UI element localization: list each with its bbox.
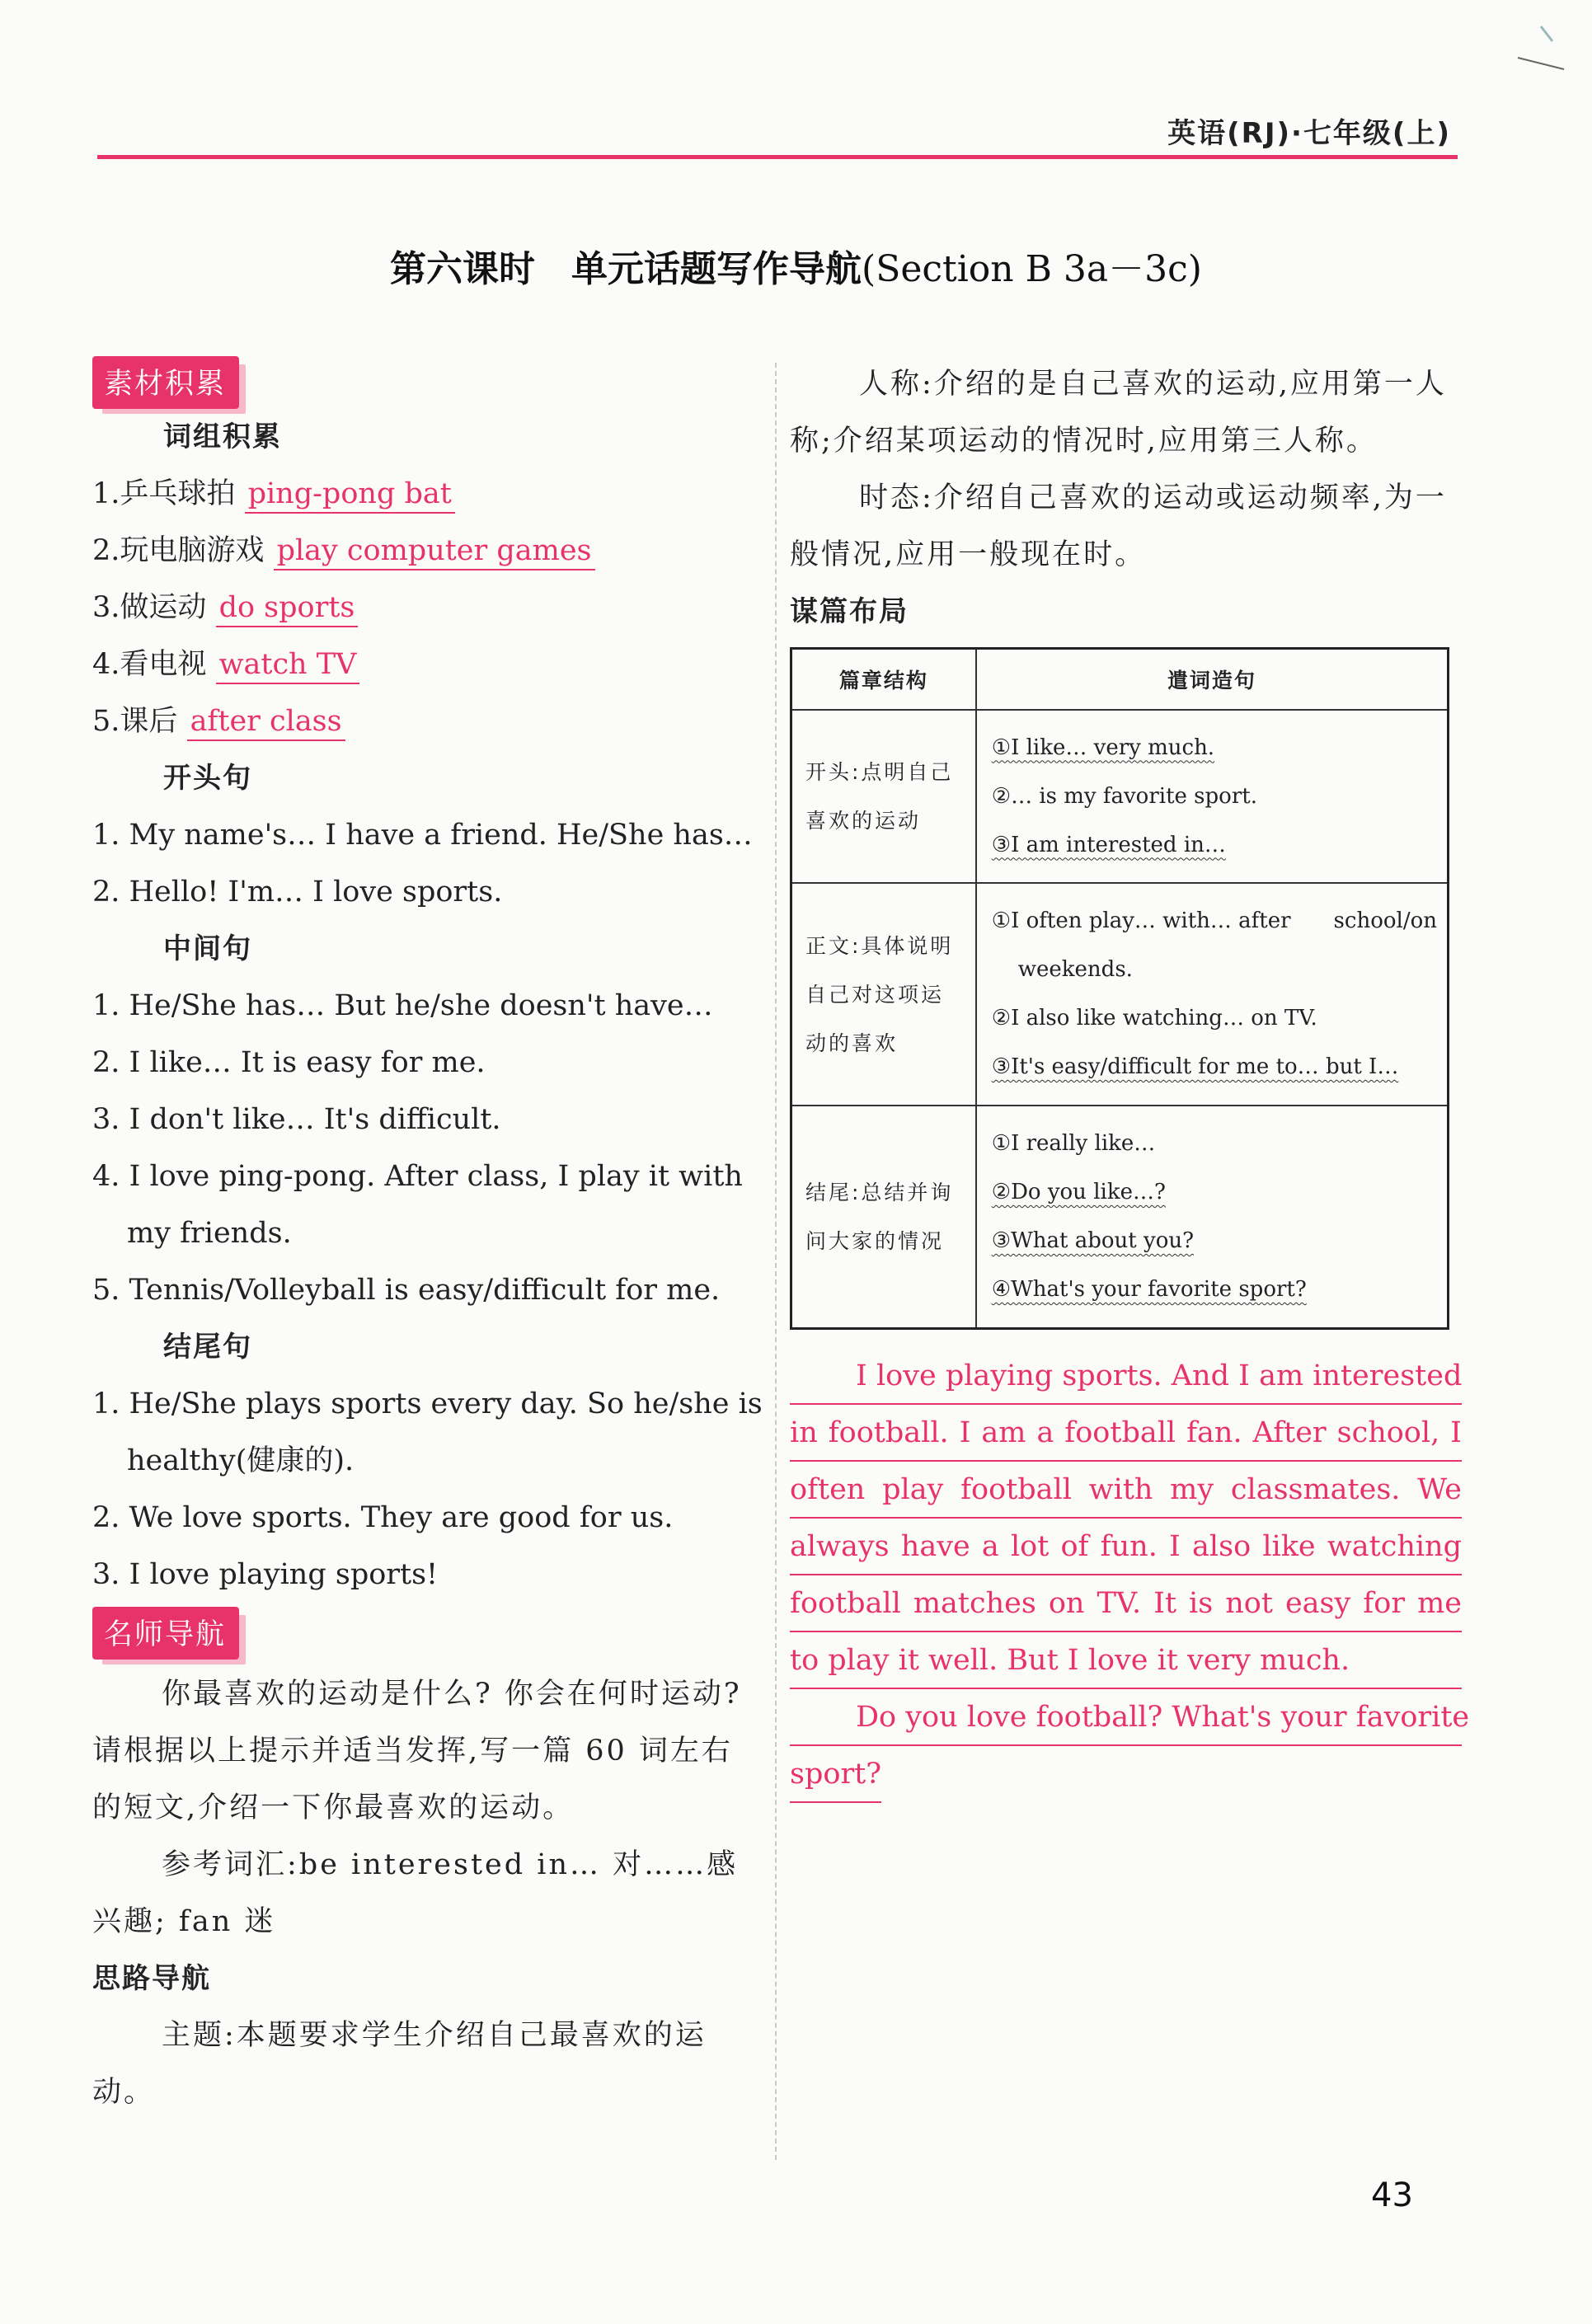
structure-table bbox=[790, 647, 1449, 1330]
sample-essay bbox=[790, 1348, 1470, 1803]
page-header bbox=[97, 106, 1458, 159]
layout-heading: 谋篇布局 bbox=[790, 595, 909, 628]
thinking-heading: 思路导航 bbox=[92, 1962, 211, 1995]
guidance-text bbox=[790, 356, 1462, 584]
answer: watch TV bbox=[216, 648, 360, 684]
theme-text: 主题:本题要求学生介绍自己最喜欢的运动。 bbox=[92, 2019, 707, 2109]
sentence-pattern: ①I often play… with… after school/on bbox=[991, 908, 1437, 933]
essay-line: to play it well. But I love it very much. bbox=[790, 1632, 1462, 1689]
table-row bbox=[791, 883, 1449, 1106]
phrases-heading: 词组积累 bbox=[163, 420, 282, 453]
table-header-row bbox=[791, 649, 1449, 711]
essay-line: in football. I am a football fan. After school, I bbox=[790, 1405, 1462, 1462]
table-row bbox=[791, 710, 1449, 883]
essay-line: I love playing sports. And I am interested bbox=[790, 1348, 1462, 1405]
sentence-pattern: weekends. bbox=[1017, 957, 1133, 982]
table-row bbox=[791, 1106, 1449, 1328]
lesson-title bbox=[0, 239, 1592, 292]
sentence-pattern: ②I also like watching… on TV. bbox=[991, 1006, 1317, 1031]
phrase-item: 5.课后 after class bbox=[92, 693, 760, 750]
sentence-pattern: ④What's your favorite sport? bbox=[991, 1276, 1307, 1302]
sentence: 5. Tennis/Volleyball is easy/difficult for me. bbox=[92, 1274, 721, 1307]
sentence: 3. I love playing sports! bbox=[92, 1558, 439, 1591]
sentence-pattern: ②… is my favorite sport. bbox=[991, 783, 1257, 809]
sentence: 3. I don't like… It's difficult. bbox=[92, 1103, 501, 1136]
sentence-pattern: ①I like… very much. bbox=[991, 735, 1215, 760]
column-divider bbox=[775, 363, 777, 2160]
phrase-item: 1.乒乓球拍 ping-pong bat bbox=[92, 466, 760, 523]
answer: do sports bbox=[216, 591, 359, 627]
sentence: 1. He/She plays sports every day. So he/she is bbox=[92, 1387, 763, 1420]
phrase-item: 2.玩电脑游戏 play computer games bbox=[92, 523, 760, 580]
sentence: 2. I like… It is easy for me. bbox=[92, 1046, 486, 1079]
header-title: 英语(RJ)·七年级(上) bbox=[1167, 117, 1451, 150]
table-cell-part: 结尾:总结并询问大家的情况 bbox=[791, 1106, 976, 1328]
sentence: 1. My name's… I have a friend. He/She has… bbox=[92, 819, 753, 852]
reference-words: 参考词汇:be interested in… 对……感兴趣; fan 迷 bbox=[92, 1848, 739, 1938]
sentence-pattern: ③I am interested in… bbox=[991, 832, 1226, 857]
left-column bbox=[92, 356, 763, 2121]
ending-heading: 结尾句 bbox=[163, 1331, 252, 1364]
table-cell-items bbox=[976, 710, 1449, 883]
sentence-pattern: ③What about you? bbox=[991, 1228, 1195, 1253]
sentence: my friends. bbox=[127, 1217, 292, 1250]
table-cell-items bbox=[976, 1106, 1449, 1328]
essay-line: sport? bbox=[790, 1746, 881, 1803]
teacher-guide-tag: 名师导航 bbox=[92, 1607, 239, 1660]
essay-line: football matches on TV. It is not easy for me bbox=[790, 1575, 1462, 1632]
table-header: 篇章结构 bbox=[791, 649, 976, 711]
essay-line: often play football with my classmates. We bbox=[790, 1462, 1462, 1519]
sentence: 4. I love ping-pong. After class, I play it with bbox=[92, 1160, 743, 1193]
essay-line: always have a lot of fun. I also like watching bbox=[790, 1519, 1462, 1575]
right-column bbox=[790, 356, 1470, 1803]
sentence: 2. We love sports. They are good for us. bbox=[92, 1501, 674, 1534]
sentence-pattern: ②Do you like…? bbox=[991, 1179, 1166, 1204]
sentence: healthy(健康的). bbox=[127, 1444, 355, 1477]
answer: play computer games bbox=[274, 534, 595, 570]
phrase-item: 3.做运动 do sports bbox=[92, 580, 760, 636]
page-corner-mark bbox=[1510, 23, 1567, 81]
table-header: 遣词造句 bbox=[976, 649, 1449, 711]
phrase-item: 4.看电视 watch TV bbox=[92, 636, 760, 693]
table-cell-part: 开头:点明自己喜欢的运动 bbox=[791, 710, 976, 883]
answer: after class bbox=[187, 705, 345, 741]
answer: ping-pong bat bbox=[245, 477, 455, 514]
tense-paragraph: 时态:介绍自己喜欢的运动或运动频率,为一般情况,应用一般现在时。 bbox=[790, 481, 1447, 571]
material-tag: 素材积累 bbox=[92, 356, 239, 409]
task-text bbox=[92, 1666, 760, 1951]
sentence-pattern: ①I really like… bbox=[991, 1130, 1156, 1156]
task-paragraph: 你最喜欢的运动是什么? 你会在何时运动? 请根据以上提示并适当发挥,写一篇 60 词左右的短文,介绍一下你最喜欢的运动。 bbox=[92, 1678, 742, 1824]
essay-line: Do you love football? What's your favorite bbox=[790, 1689, 1462, 1746]
sentence-pattern: ③It's easy/difficult for me to… but I… bbox=[991, 1054, 1399, 1079]
lesson-title-main: 第六课时 单元话题写作导航 bbox=[390, 248, 862, 290]
middle-heading: 中间句 bbox=[163, 932, 252, 965]
opening-heading: 开头句 bbox=[163, 762, 252, 795]
table-cell-items bbox=[976, 883, 1449, 1106]
sentence: 2. Hello! I'm… I love sports. bbox=[92, 876, 503, 908]
person-paragraph: 人称:介绍的是自己喜欢的运动,应用第一人称;介绍某项运动的情况时,应用第三人称。 bbox=[790, 368, 1447, 458]
sentence: 1. He/She has… But he/she doesn't have… bbox=[92, 989, 713, 1022]
page-number: 43 bbox=[1371, 2176, 1413, 2214]
table-cell-part: 正文:具体说明自己对这项运动的喜欢 bbox=[791, 883, 976, 1106]
lesson-title-section: (Section B 3a－3c) bbox=[862, 248, 1202, 290]
